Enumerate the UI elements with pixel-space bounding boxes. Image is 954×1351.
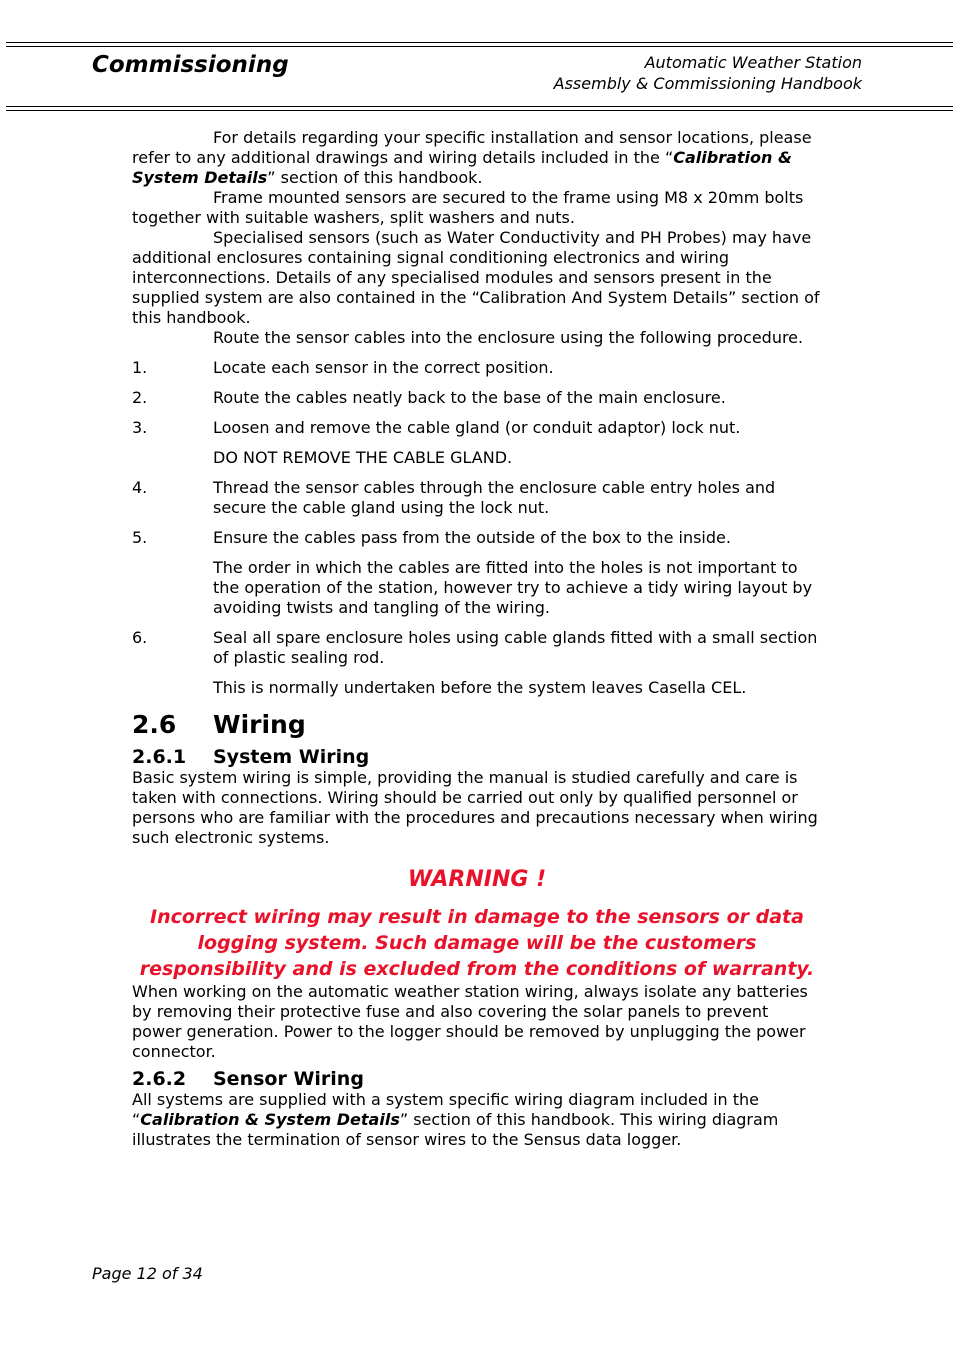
intro-paragraph-3: Specialised sensors (such as Water Conductivity and PH Probes) may have additional enclosures containing signal conditioning electronics and wiring interconnections. Details of any specialised modules and sensors present in the supplied system are also contained in the “Calibration And System Details” section of this handbook. [132,228,820,327]
intro-paragraph-2: Frame mounted sensors are secured to the frame using M8 x 20mm bolts together with suitable washers, split washers and nuts. [132,188,804,227]
section-title: Commissioning [92,52,289,78]
subsection-title: Sensor Wiring [213,1068,364,1090]
section-heading-title: Wiring [213,710,306,739]
step-text: Seal all spare enclosure holes using cable glands fitted with a small section of plastic sealing rod. [213,628,818,667]
isolation-paragraph: When working on the automatic weather station wiring, always isolate any batteries by removing their protective fuse and also covering the solar panels to prevent power generation. Power to the logger should be removed by unplugging the power connector. [132,982,808,1061]
subsection-heading-sensor-wiring [132,1068,822,1090]
subsection-number: 2.6.1 [132,746,187,768]
step-number: 3. [132,418,148,437]
header-rule-bottom-2 [6,110,953,111]
step-text: Locate each sensor in the correct position. [213,358,554,377]
page-content [132,128,822,1150]
step-number: 5. [132,528,148,547]
step-text: Ensure the cables pass from the outside of the box to the inside. [213,528,731,547]
page-number: Page 12 of 34 [92,1264,203,1283]
warning-text: Incorrect wiring may result in damage to the sensors or data logging system. Such damage will be the customers responsibility and is excluded from the conditions of warranty. [139,906,815,980]
document-title [554,52,862,94]
step-number: 2. [132,388,148,407]
calibration-reference: Calibration & System Details [132,148,792,187]
subsection-heading-system-wiring [132,746,822,768]
step-text: Thread the sensor cables through the enclosure cable entry holes and secure the cable gland using the lock nut. [213,478,776,517]
list-item [132,528,822,548]
warning-heading: WARNING ! [407,867,547,892]
list-item [132,358,822,378]
step-text: Loosen and remove the cable gland (or conduit adaptor) lock nut. [213,418,741,437]
intro-paragraph-4: Route the sensor cables into the enclosure using the following procedure. [213,328,804,347]
header-rule-bottom [6,106,953,107]
subsection-title: System Wiring [213,746,370,768]
section-number: 2.6 [132,710,177,739]
section-heading [132,710,822,740]
procedure-list [132,358,822,698]
document-title-line2: Assembly & Commissioning Handbook [553,74,862,93]
header-rule-top-2 [6,46,953,47]
step-note: The order in which the cables are fitted into the holes is not important to the operation of the station, however try to achieve a tidy wiring layout by avoiding twists and tangling of the wiring. [213,558,813,617]
list-item [132,418,822,438]
list-item [132,628,822,668]
list-item [132,478,822,518]
step-number: 1. [132,358,148,377]
step-note: DO NOT REMOVE THE CABLE GLAND. [213,448,513,467]
system-wiring-paragraph: Basic system wiring is simple, providing the manual is studied carefully and care is taken with connections. Wiring should be carried out only by qualified personnel or persons who are familiar with the procedures and precautions necessary when wiring such electronic systems. [132,768,818,847]
intro-paragraph-1: For details regarding your specific installation and sensor locations, please refer to any additional drawings and wiring details included in the “Calibration & System Details” section of this handbook. [132,128,812,187]
step-note: This is normally undertaken before the system leaves Casella CEL. [213,678,747,697]
subsection-number: 2.6.2 [132,1068,187,1090]
step-text: Route the cables neatly back to the base of the main enclosure. [213,388,726,407]
step-number: 4. [132,478,148,497]
step-number: 6. [132,628,148,647]
sensor-wiring-paragraph: All systems are supplied with a system specific wiring diagram included in the “Calibration & System Details” section of this handbook. This wiring diagram illustrates the termination of sensor wires to the Sensus data logger. [132,1090,779,1149]
header-rule-top [6,42,953,43]
document-title-line1: Automatic Weather Station [644,53,862,72]
calibration-reference: Calibration & System Details [140,1110,400,1129]
list-item [132,388,822,408]
